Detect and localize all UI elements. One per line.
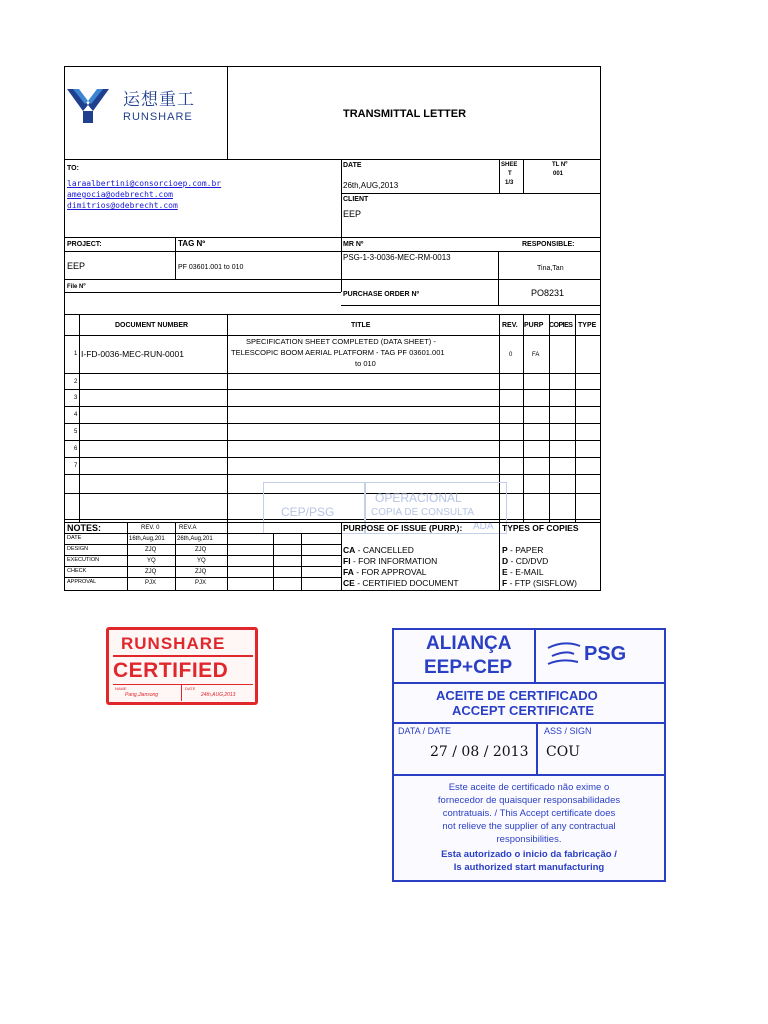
psg-notice-line-5: responsibilities. (496, 834, 562, 845)
psg-logo-text: PSG (584, 643, 627, 665)
to-email-1[interactable]: laraalbertini@consorcioep.com.br (67, 179, 222, 188)
psg-auth-line-1: Esta autorizado o inicio da fabricação / (441, 849, 617, 860)
row-7-num: 7 (74, 463, 78, 469)
copy-type-email (502, 568, 544, 577)
tag-value: PF 03601.001 to 010 (178, 264, 244, 271)
notes-date-rev0: 16th,Aug,201 (129, 536, 165, 542)
notes-execution-reva: YQ (197, 558, 206, 564)
notes-approval-rev0: PJX (145, 580, 157, 586)
row-6-num: 6 (74, 446, 78, 452)
copy-type-cd-code: D (502, 556, 509, 566)
purp-header: PURP (524, 322, 544, 329)
client-label: CLIENT (343, 196, 369, 203)
company-name-cn: 运想重工 (123, 90, 195, 110)
row-1-doc-number: I-FD-0036-MEC-RUN-0001 (81, 349, 184, 359)
runshare-logo-icon (67, 87, 109, 125)
psg-auth-line-2: Is authorized start manufacturing (453, 862, 605, 873)
psg-date-value: 27 / 08 / 2013 (430, 744, 529, 760)
psg-sign-value: COU (546, 744, 580, 760)
title-header: TITLE (351, 322, 371, 329)
row-1-title-line-2: TELESCOPIC BOOM AERIAL PLATFORM - TAG PF 03601.001 (231, 348, 445, 357)
psg-ass-label: ASS / SIGN (544, 726, 592, 736)
responsible-label: RESPONSIBLE: (522, 241, 575, 248)
doc-number-header: DOCUMENT NUMBER (115, 322, 189, 329)
row-2-num: 2 (74, 379, 78, 385)
copies-types-title: TYPES OF COPIES (502, 523, 579, 533)
sheet-label-2: T (508, 171, 512, 177)
to-email-2[interactable]: amegocia@odebrecht.com (67, 190, 173, 199)
notes-design-rev0: ZJQ (145, 547, 157, 553)
sheet-value: 1/3 (505, 180, 514, 186)
watermark-ada: ADA (473, 521, 494, 532)
notes-check-rev0: ZJQ (145, 569, 157, 575)
copy-type-ftp-text: - FTP (SISFLOW) (507, 578, 577, 588)
row-1-title-line-1: SPECIFICATION SHEET COMPLETED (DATA SHEET) - (246, 337, 436, 346)
to-label: TO: (67, 165, 79, 172)
purpose-approval-text: - FOR APPROVAL (356, 567, 427, 577)
purpose-information-text: - FOR INFORMATION (352, 556, 438, 566)
purpose-certified-code: CE (343, 578, 355, 588)
date-label: DATE (343, 162, 362, 169)
purpose-certified (343, 579, 459, 588)
purpose-cancelled-code: CA (343, 545, 356, 555)
tl-label: TL Nº (552, 162, 568, 168)
copy-type-email-code: E (502, 567, 508, 577)
copy-type-paper-code: P (502, 545, 508, 555)
notes-execution-label: EXECUTION (67, 557, 100, 563)
notes-check-reva: ZJQ (195, 569, 207, 575)
psg-accept-stamp (392, 628, 666, 882)
row-1-purp: FA (532, 352, 540, 358)
psg-data-label: DATA / DATE (398, 726, 452, 736)
psg-aceite-line1: ACEITE DE CERTIFICADO (436, 688, 598, 703)
tl-value: 001 (553, 171, 564, 177)
notes-approval-label: APPROVAL (67, 579, 97, 585)
project-value: EEP (67, 261, 86, 271)
psg-notice-line-4: not relieve the supplier of any contractual (442, 821, 616, 832)
tag-label: TAG Nº (178, 239, 206, 248)
psg-aceite-line2: ACCEPT CERTIFICATE (452, 703, 595, 718)
psg-notice-line-3: contratuais. / This Accept certificate does (442, 808, 616, 819)
to-email-3[interactable]: dimitrios@odebrecht.com (67, 201, 178, 210)
runshare-logo (67, 87, 109, 125)
psg-notice-line-1: Este aceite de certificado não exime o (448, 782, 610, 793)
watermark-operacional: OPERACIONAL (375, 491, 462, 505)
copies-header: COPIES (549, 322, 573, 329)
stamp-runshare-line1: RUNSHARE (121, 634, 226, 653)
purpose-certified-text: - CERTIFIED DOCUMENT (357, 578, 459, 588)
purpose-approval (343, 568, 426, 577)
copy-type-paper (502, 546, 543, 555)
client-value: EEP (343, 209, 362, 219)
po-value: PO8231 (531, 288, 565, 298)
psg-alianca-line2: EEP+CEP (424, 657, 513, 678)
notes-reva-header: REV.A (179, 525, 197, 531)
notes-check-label: CHECK (67, 568, 87, 574)
file-label: File Nº (67, 284, 86, 290)
rev-header: REV. (502, 322, 518, 329)
purpose-information (343, 557, 437, 566)
document-title: TRANSMITTAL LETTER (343, 108, 467, 120)
notes-design-label: DESIGN (67, 546, 89, 552)
purpose-cancelled-text: - CANCELLED (357, 545, 414, 555)
company-name-en: RUNSHARE (123, 111, 193, 123)
type-header: TYPE (578, 322, 597, 329)
copy-type-ftp-code: F (502, 578, 508, 588)
purpose-approval-code: FA (343, 567, 354, 577)
transmittal-sheet (64, 66, 601, 591)
purpose-information-code: FI (343, 556, 351, 566)
purpose-cancelled (343, 546, 414, 555)
copy-type-cd (502, 557, 548, 566)
mr-value: PSG-1-3-0036-MEC-RM-0013 (343, 253, 451, 262)
stamp-runshare-date-value: 24th,AUG,2013 (201, 692, 236, 698)
responsible-value: Tina,Tan (537, 265, 564, 272)
psg-alianca-line1: ALIANÇA (426, 633, 512, 654)
sheet-label-1: SHEE (501, 162, 518, 168)
stamp-runshare-name-value: Pang,Jiansong (125, 692, 159, 698)
copy-type-email-text: - E-MAIL (507, 567, 544, 577)
project-label: PROJECT: (67, 241, 102, 248)
notes-design-reva: ZJQ (195, 547, 207, 553)
watermark-cep-psg: CEP/PSG (281, 505, 335, 519)
row-4-num: 4 (74, 412, 78, 418)
notes-label: NOTES: (67, 523, 102, 533)
row-1-num: 1 (74, 351, 78, 357)
row-3-num: 3 (74, 395, 78, 401)
row-1-rev: 0 (509, 352, 513, 358)
stamp-runshare-name-label: NAME (115, 686, 127, 691)
row-5-num: 5 (74, 429, 78, 435)
notes-date-reva: 26th,Aug,201 (177, 536, 213, 542)
runshare-certified-stamp (106, 627, 258, 705)
mr-label: MR Nº (343, 241, 364, 248)
copy-type-paper-text: - PAPER (507, 545, 544, 555)
date-value: 26th,AUG,2013 (343, 181, 399, 190)
notes-approval-reva: PJX (195, 580, 207, 586)
stamp-runshare-date-label: DATE (185, 686, 196, 691)
purpose-title: PURPOSE OF ISSUE (PURP.): (343, 523, 463, 533)
copy-type-ftp (502, 579, 577, 588)
watermark-copia: COPIA DE CONSULTA (371, 507, 474, 518)
po-label: PURCHASE ORDER Nº (343, 291, 420, 298)
stamp-runshare-line2: CERTIFIED (113, 659, 229, 682)
psg-logo-icon (544, 640, 584, 670)
copy-type-cd-text: - CD/DVD (508, 556, 549, 566)
notes-date-label: DATE (67, 535, 82, 541)
psg-notice-line-2: fornecedor de quaisquer responsabilidades (437, 795, 621, 806)
row-1-title-line-3: to 010 (355, 359, 376, 368)
notes-rev0-header: REV. 0 (141, 525, 160, 531)
notes-execution-rev0: YQ (147, 558, 156, 564)
